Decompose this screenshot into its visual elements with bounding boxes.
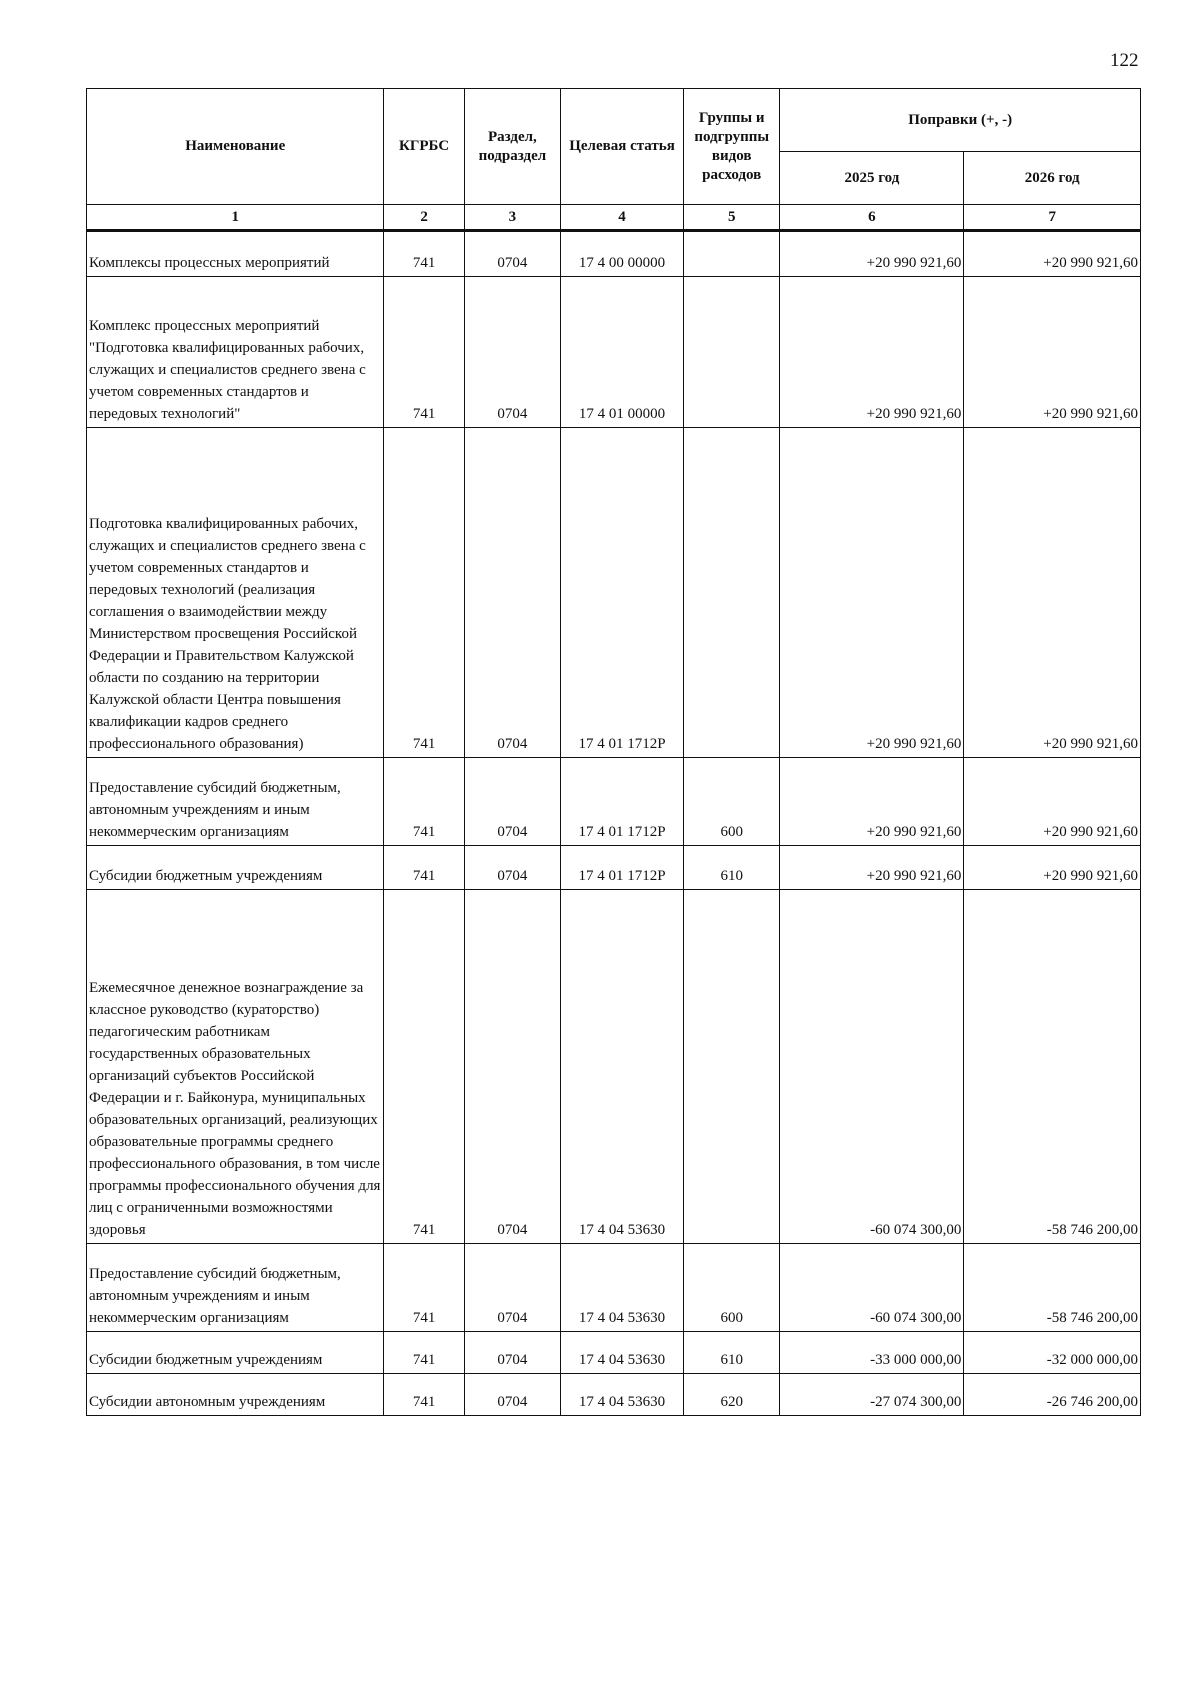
header-kgrbs: КГРБС (384, 89, 464, 205)
col-number-1: 1 (87, 205, 384, 231)
row-amount-2026: +20 990 921,60 (964, 428, 1141, 758)
row-target: 17 4 04 53630 (561, 1332, 684, 1374)
row-target: 17 4 01 1712Р (561, 428, 684, 758)
row-amount-2025: -27 074 300,00 (780, 1374, 964, 1416)
header-year-2025: 2025 год (780, 152, 964, 205)
header-section: Раздел, подраздел (464, 89, 560, 205)
row-section: 0704 (464, 428, 560, 758)
row-target: 17 4 04 53630 (561, 1244, 684, 1332)
row-amount-2025: +20 990 921,60 (780, 231, 964, 277)
row-name: Ежемесячное денежное вознаграждение за классное руководство (кураторство) педагогическим работникам государственных образовательных организаций субъектов Российской Федерации и г. Байконура, муниципальных образовательных организаций, реализующих образовательные программы среднего профессионального образования, в том числе программы профессионального обучения для лиц с ограниченными возможностями здоровья (87, 890, 384, 1244)
row-amount-2025: -33 000 000,00 (780, 1332, 964, 1374)
col-number-2: 2 (384, 205, 464, 231)
row-target: 17 4 04 53630 (561, 890, 684, 1244)
header-name: Наименование (87, 89, 384, 205)
row-kgrbs: 741 (384, 277, 464, 428)
table-row (87, 890, 1141, 1244)
row-name: Субсидии бюджетным учреждениям (87, 846, 384, 890)
row-section: 0704 (464, 1332, 560, 1374)
row-kgrbs: 741 (384, 1374, 464, 1416)
row-amount-2026: +20 990 921,60 (964, 846, 1141, 890)
row-group: 600 (684, 1244, 780, 1332)
row-target: 17 4 01 1712Р (561, 846, 684, 890)
row-group (684, 277, 780, 428)
row-name: Комплексы процессных мероприятий (87, 231, 384, 277)
row-amount-2026: +20 990 921,60 (964, 758, 1141, 846)
row-group (684, 231, 780, 277)
row-amount-2026: -32 000 000,00 (964, 1332, 1141, 1374)
row-section: 0704 (464, 890, 560, 1244)
row-name: Субсидии автономным учреждениям (87, 1374, 384, 1416)
col-number-5: 5 (684, 205, 780, 231)
table-row (87, 758, 1141, 846)
row-target: 17 4 01 00000 (561, 277, 684, 428)
row-section: 0704 (464, 277, 560, 428)
row-name: Предоставление субсидий бюджетным, автономным учреждениям и иным некоммерческим организациям (87, 1244, 384, 1332)
page-number: 122 (1110, 50, 1139, 71)
row-name: Комплекс процессных мероприятий "Подготовка квалифицированных рабочих, служащих и специалистов среднего звена с учетом современных стандартов и передовых технологий" (87, 277, 384, 428)
row-amount-2025: -60 074 300,00 (780, 1244, 964, 1332)
row-group (684, 428, 780, 758)
row-name: Предоставление субсидий бюджетным, автономным учреждениям и иным некоммерческим организациям (87, 758, 384, 846)
header-target: Целевая статья (561, 89, 684, 205)
row-section: 0704 (464, 758, 560, 846)
header-groups: Группы и подгруппы видов расходов (684, 89, 780, 205)
budget-amendments-table (86, 88, 1141, 1416)
row-amount-2026: +20 990 921,60 (964, 231, 1141, 277)
row-kgrbs: 741 (384, 231, 464, 277)
row-group (684, 890, 780, 1244)
row-amount-2025: +20 990 921,60 (780, 428, 964, 758)
row-kgrbs: 741 (384, 890, 464, 1244)
row-section: 0704 (464, 1244, 560, 1332)
row-target: 17 4 00 00000 (561, 231, 684, 277)
table-row (87, 1332, 1141, 1374)
row-amount-2025: +20 990 921,60 (780, 758, 964, 846)
row-section: 0704 (464, 846, 560, 890)
header-year-2026: 2026 год (964, 152, 1141, 205)
row-section: 0704 (464, 231, 560, 277)
row-section: 0704 (464, 1374, 560, 1416)
row-target: 17 4 04 53630 (561, 1374, 684, 1416)
row-amount-2025: +20 990 921,60 (780, 277, 964, 428)
row-kgrbs: 741 (384, 846, 464, 890)
row-amount-2025: +20 990 921,60 (780, 846, 964, 890)
row-kgrbs: 741 (384, 1244, 464, 1332)
row-group: 610 (684, 1332, 780, 1374)
row-amount-2026: -58 746 200,00 (964, 1244, 1141, 1332)
row-target: 17 4 01 1712Р (561, 758, 684, 846)
col-number-7: 7 (964, 205, 1141, 231)
row-kgrbs: 741 (384, 428, 464, 758)
table-row (87, 1374, 1141, 1416)
row-name: Подготовка квалифицированных рабочих, служащих и специалистов среднего звена с учетом современных стандартов и передовых технологий (реализация соглашения о взаимодействии между Министерством просвещения Российской Федерации и Правительством Калужской области по созданию на территории Калужской области Центра повышения квалификации кадров среднего профессионального образования) (87, 428, 384, 758)
table-row (87, 231, 1141, 277)
row-kgrbs: 741 (384, 1332, 464, 1374)
row-name: Субсидии бюджетным учреждениям (87, 1332, 384, 1374)
table-row (87, 428, 1141, 758)
col-number-4: 4 (561, 205, 684, 231)
table-row (87, 1244, 1141, 1332)
table-row (87, 846, 1141, 890)
row-amount-2026: -58 746 200,00 (964, 890, 1141, 1244)
table-row (87, 277, 1141, 428)
col-number-6: 6 (780, 205, 964, 231)
col-number-3: 3 (464, 205, 560, 231)
row-amount-2026: +20 990 921,60 (964, 277, 1141, 428)
row-group: 620 (684, 1374, 780, 1416)
row-amount-2025: -60 074 300,00 (780, 890, 964, 1244)
row-group: 600 (684, 758, 780, 846)
header-amendments: Поправки (+, -) (780, 89, 1141, 152)
row-amount-2026: -26 746 200,00 (964, 1374, 1141, 1416)
row-kgrbs: 741 (384, 758, 464, 846)
row-group: 610 (684, 846, 780, 890)
